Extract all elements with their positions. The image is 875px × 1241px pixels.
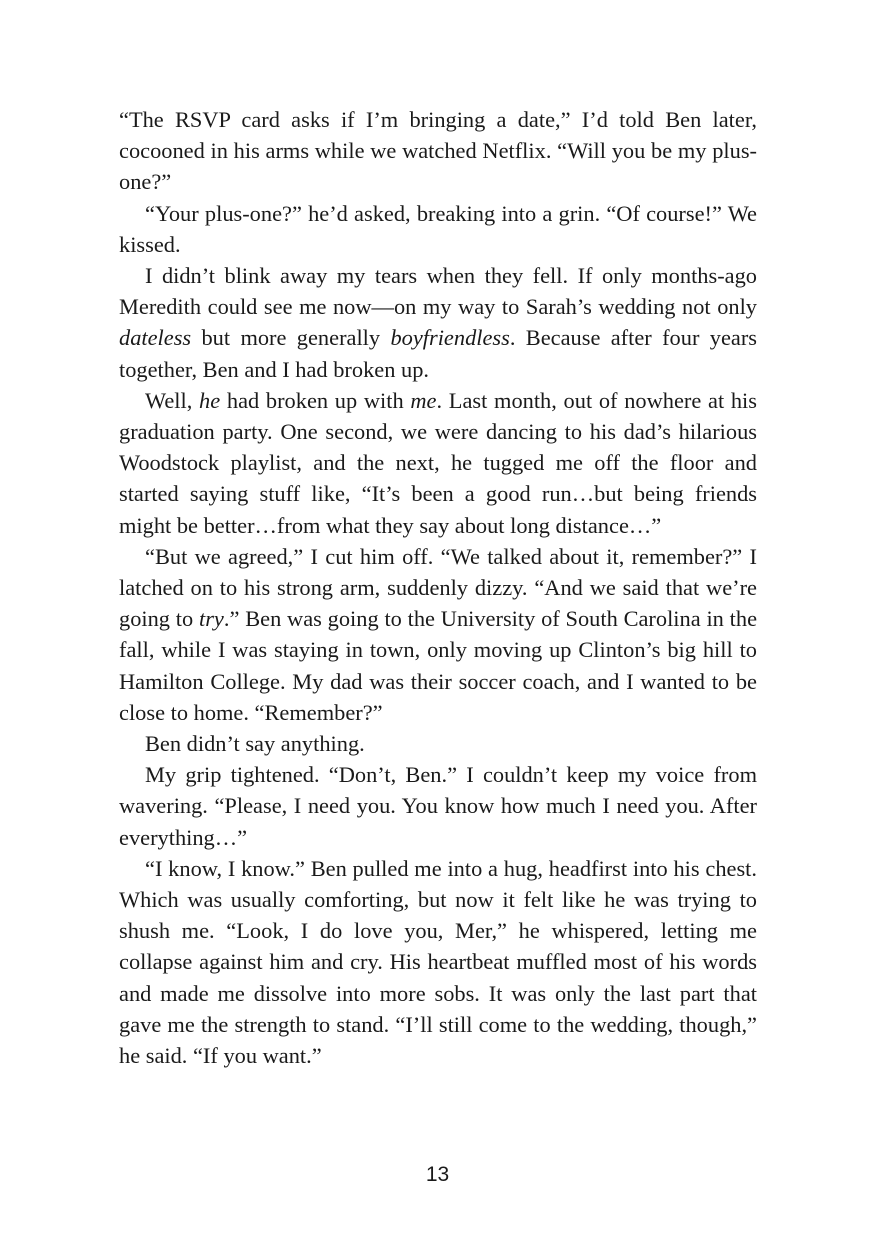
paragraph-6 bbox=[119, 728, 757, 759]
paragraph-7 bbox=[119, 759, 757, 853]
paragraph-3 bbox=[119, 260, 757, 385]
text-run: had broken up with bbox=[220, 387, 411, 413]
italic-run: try bbox=[199, 606, 224, 632]
italic-run: he bbox=[199, 387, 221, 413]
text-run: Ben didn’t say anything. bbox=[145, 731, 365, 757]
text-run: I didn’t blink away my tears when they fell. If only months-ago Meredith could see me now—on my way to Sarah’s wedding not only bbox=[119, 263, 757, 320]
text-run: “The RSVP card asks if I’m bringing a date,” I’d told Ben later, cocooned in his arms while we watched Netflix. “Will you be my plus-one?” bbox=[119, 107, 757, 195]
text-run: “Your plus-one?” he’d asked, breaking into a grin. “Of course!” We kissed. bbox=[119, 200, 757, 257]
paragraph-4 bbox=[119, 385, 757, 541]
text-run: Well, bbox=[145, 387, 200, 413]
text-run: . Because after four years together, Ben and I had broken up. bbox=[119, 325, 757, 382]
paragraph-2 bbox=[119, 198, 757, 260]
page-number: 13 bbox=[425, 1163, 450, 1186]
text-run: “I know, I know.” Ben pulled me into a hug, headfirst into his chest. Which was usually comforting, but now it felt like he was trying to shush me. “Look, I do love you, Mer,” he whispered, letting me collapse against him and cry. His heartbeat muffled most of his words and made me dissolve into more sobs. It was only the last part that gave me the strength to stand. “I’ll still come to the wedding, though,” he said. “If you want.” bbox=[119, 855, 757, 1069]
text-run: My grip tightened. “Don’t, Ben.” I couldn’t keep my voice from wavering. “Please, I need you. You know how much I need you. After everything…” bbox=[119, 762, 757, 850]
italic-run: me bbox=[410, 387, 437, 413]
text-run: . Last month, out of nowhere at his graduation party. One second, we were dancing to his dad’s hilarious Woodstock playlist, and the next, he tugged me off the floor and started saying stuff like, “It’s been a good run…but being friends might be better…from what they say about long distance…” bbox=[119, 387, 757, 538]
paragraph-1 bbox=[119, 104, 757, 198]
text-run: but more generally bbox=[191, 325, 391, 351]
italic-run: boyfriendless bbox=[390, 325, 510, 351]
text-run: .” Ben was going to the University of South Carolina in the fall, while I was staying in town, only moving up Clinton’s big hill to Hamilton College. My dad was their soccer coach, and I wanted to be close to home. “Remember?” bbox=[119, 606, 758, 725]
italic-run: dateless bbox=[119, 325, 192, 351]
text-run: “But we agreed,” I cut him off. “We talked about it, remember?” I latched on to his strong arm, suddenly dizzy. “And we said that we’re going to bbox=[119, 543, 757, 632]
paragraph-5 bbox=[119, 541, 757, 728]
paragraph-8 bbox=[119, 853, 757, 1071]
body-text bbox=[119, 104, 757, 1071]
